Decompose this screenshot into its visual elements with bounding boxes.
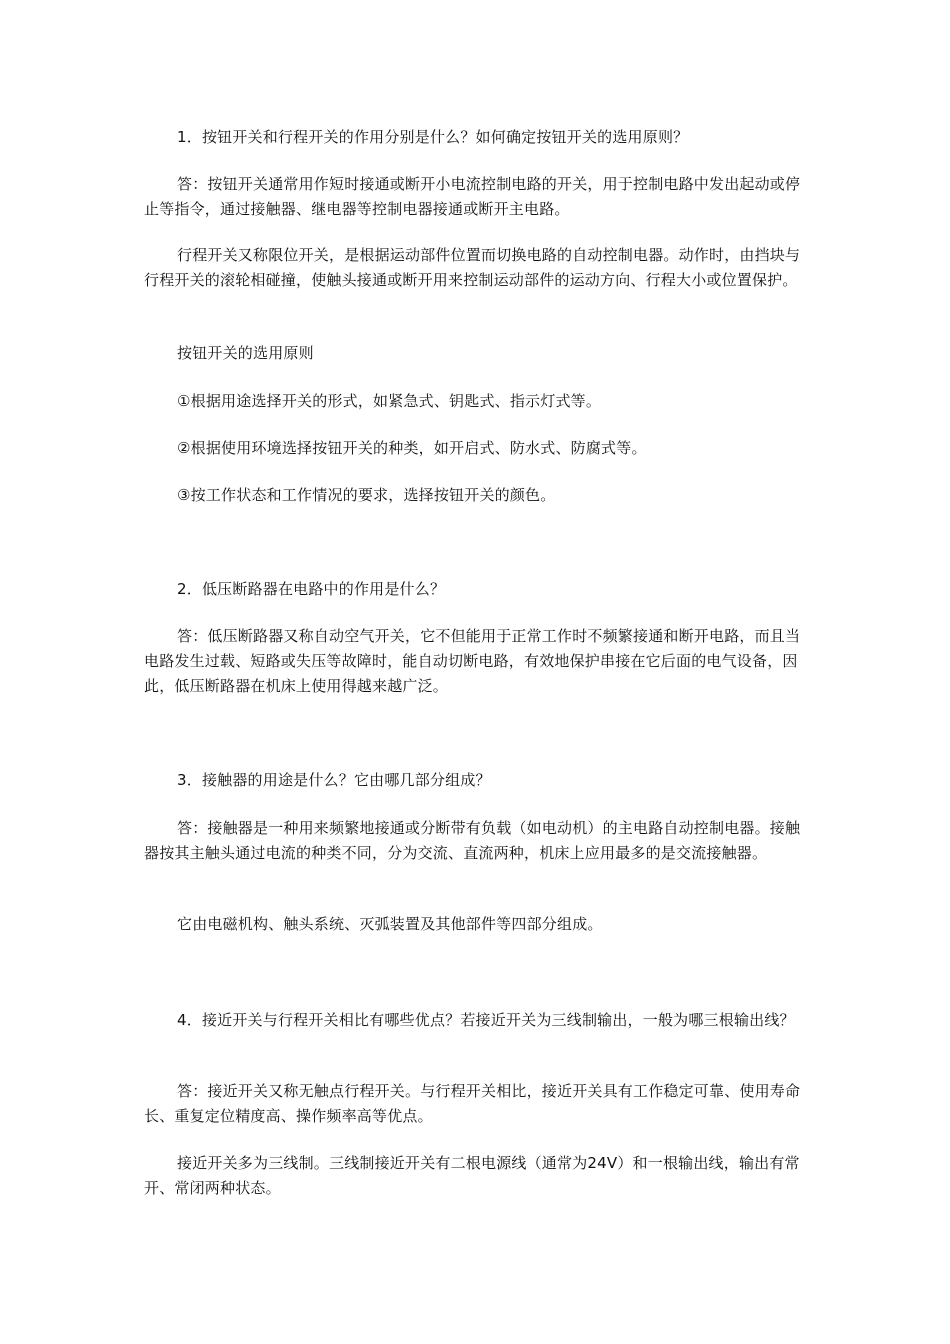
question-1: 1．按钮开关和行程开关的作用分别是什么？如何确定按钮开关的选用原则？ (177, 128, 689, 146)
answer-3-paragraph-2: 它由电磁机构、触头系统、灭弧装置及其他部件等四部分组成。 (177, 915, 603, 933)
answer-1-paragraph-5: ②根据使用环境选择按钮开关的种类，如开启式、防水式、防腐式等。 (177, 439, 647, 457)
answer-1-paragraph-2: 行程开关又称限位开关，是根据运动部件位置而切换电路的自动控制电器。动作时，由挡块与行程开关的滚轮相碰撞，使触头接通或断开用来控制运动部件的运动方向、行程大小或位置保护。 (144, 246, 801, 289)
question-3: 3．接触器的用途是什么？它由哪几部分组成？ (177, 771, 491, 789)
answer-1-paragraph-1: 答：按钮开关通常用作短时接通或断开小电流控制电路的开关，用于控制电路中发出起动或停止等指令，通过接触器、继电器等控制电器接通或断开主电路。 (144, 175, 801, 218)
answer-2-paragraph-1: 答：低压断路器又称自动空气开关，它不但能用于正常工作时不频繁接通和断开电路，而且当电路发生过载、短路或失压等故障时，能自动切断电路，有效地保护串接在它后面的电气设备，因此，低压断路器在机床上使用得越来越广泛。 (144, 627, 801, 695)
answer-1-paragraph-3: 按钮开关的选用原则 (177, 344, 314, 362)
answer-1-paragraph-4: ①根据用途选择开关的形式，如紧急式、钥匙式、指示灯式等。 (177, 392, 602, 410)
question-4: 4．接近开关与行程开关相比有哪些优点？若接近开关为三线制输出，一般为哪三根输出线？ (177, 1011, 795, 1029)
answer-3-paragraph-1: 答：接触器是一种用来频繁地接通或分断带有负载（如电动机）的主电路自动控制电器。接触器按其主触头通过电流的种类不同，分为交流、直流两种，机床上应用最多的是交流接触器。 (144, 819, 801, 862)
answer-4-paragraph-2: 接近开关多为三线制。三线制接近开关有二根电源线（通常为24V）和一根输出线，输出有常开、常闭两种状态。 (144, 1154, 800, 1197)
answer-4-paragraph-1: 答：接近开关又称无触点行程开关。与行程开关相比，接近开关具有工作稳定可靠、使用寿命长、重复定位精度高、操作频率高等优点。 (144, 1082, 801, 1125)
question-2: 2．低压断路器在电路中的作用是什么？ (177, 580, 446, 598)
answer-1-paragraph-6: ③按工作状态和工作情况的要求，选择按钮开关的颜色。 (177, 486, 556, 504)
